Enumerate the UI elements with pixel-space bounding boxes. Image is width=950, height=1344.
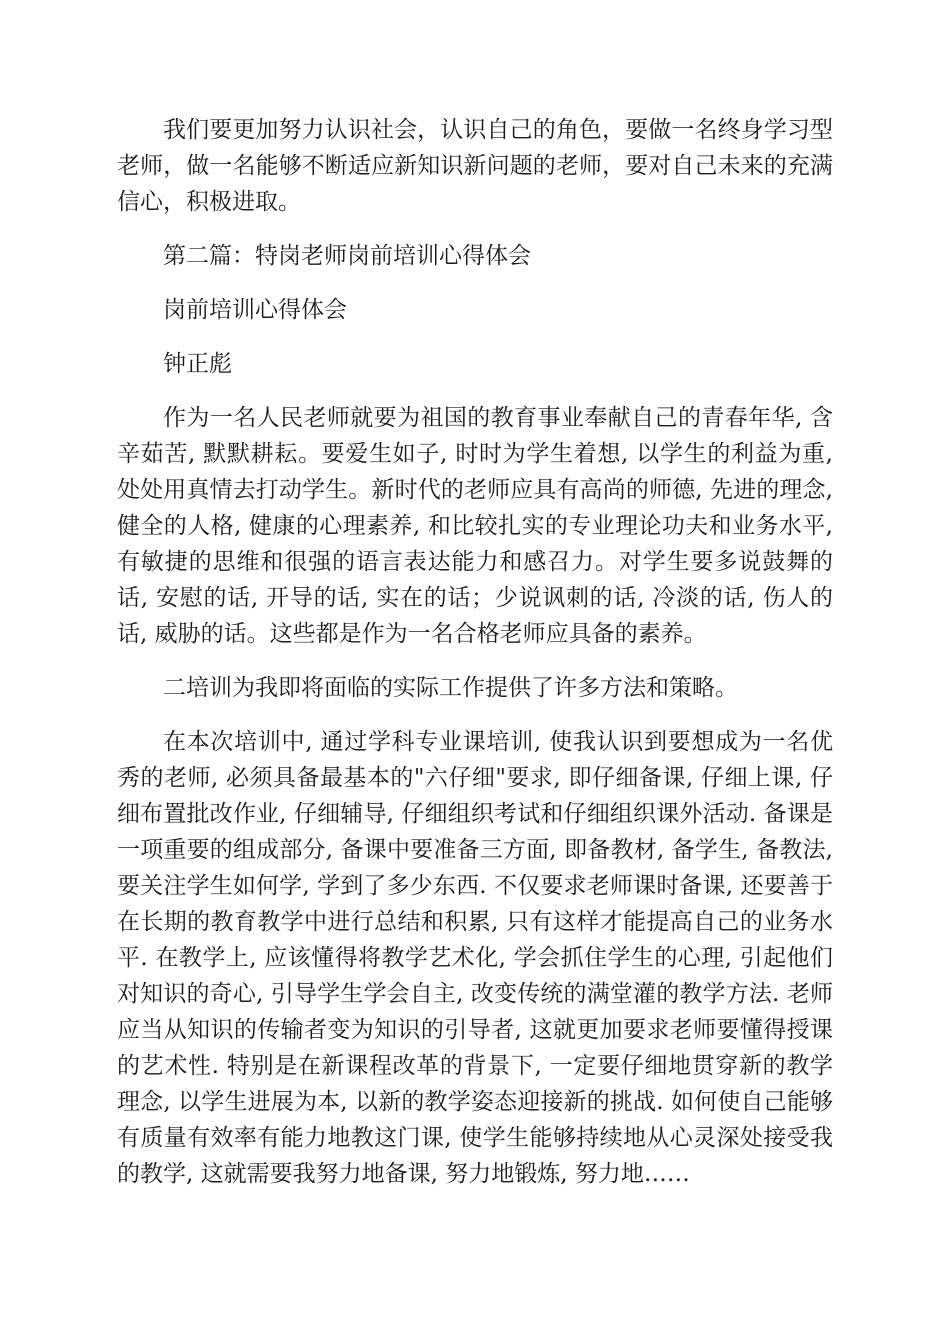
paragraph-intro: 我们要更加努力认识社会，认识自己的角色，要做一名终身学习型老师，做一名能够不断适应新知识新问题的老师，要对自己未来的充满信心，积极进取。 [117, 117, 833, 215]
author-name: 钟正彪 [163, 351, 232, 377]
paragraph-training-methods: 二培训为我即将面临的实际工作提供了许多方法和策略。 [163, 675, 738, 701]
section-heading: 第二篇：特岗老师岗前培训心得体会 [163, 243, 531, 269]
paragraph-teacher-qualities: 作为一名人民老师就要为祖国的教育事业奉献自己的青春年华, 含辛茹苦, 默默耕耘。要爱生如子, 时时为学生着想, 以学生的利益为重, 处处用真情去打动学生。新时代的老师应具有高尚的师德, 先进的理念, 健全的人格, 健康的心理素养, 和比较扎实的专业理论功夫和业务水平, 有敏捷的思维和很强的语言表达能力和感召力。对学生要多说鼓舞的话, 安慰的话, 开导的话, 实在的话；少说讽刺的话, 冷淡的话, 伤人的话, 威胁的话。这些都是作为一名合格老师应具备的素养。 [117, 405, 833, 647]
article-title: 岗前培训心得体会 [163, 297, 347, 323]
paragraph-training-details: 在本次培训中, 通过学科专业课培训, 使我认识到要想成为一名优秀的老师, 必须具备最基本的"六仔细"要求, 即仔细备课, 仔细上课, 仔细布置批改作业, 仔细辅导, 仔细组织考试和仔细组织课外活动. 备课是一项重要的组成部分, 备课中要准备三方面, 即备教材, 备学生, 备教法, 要关注学生如何学, 学到了多少东西. 不仅要求老师课时备课, 还要善于在长期的教育教学中进行总结和积累, 只有这样才能提高自己的业务水平. 在教学上, 应该懂得将教学艺术化, 学会抓住学生的心理, 引起他们对知识的奇心, 引导学生学会自主, 改变传统的满堂灌的教学方法. 老师应当从知识的传输者变为知识的引导者, 这就更加要求老师要懂得授课的艺术性. 特别是在新课程改革的背景下, 一定要仔细地贯穿新的教学理念, 以学生进展为本, 以新的教学姿态迎接新的挑战. 如何使自己能够有质量有效率有能力地教这门课, 使学生能够持续地从心灵深处接受我的教学, 这就需要我努力地备课, 努力地锻炼, 努力地…… [117, 729, 833, 1187]
document-page [117, 112, 833, 1192]
